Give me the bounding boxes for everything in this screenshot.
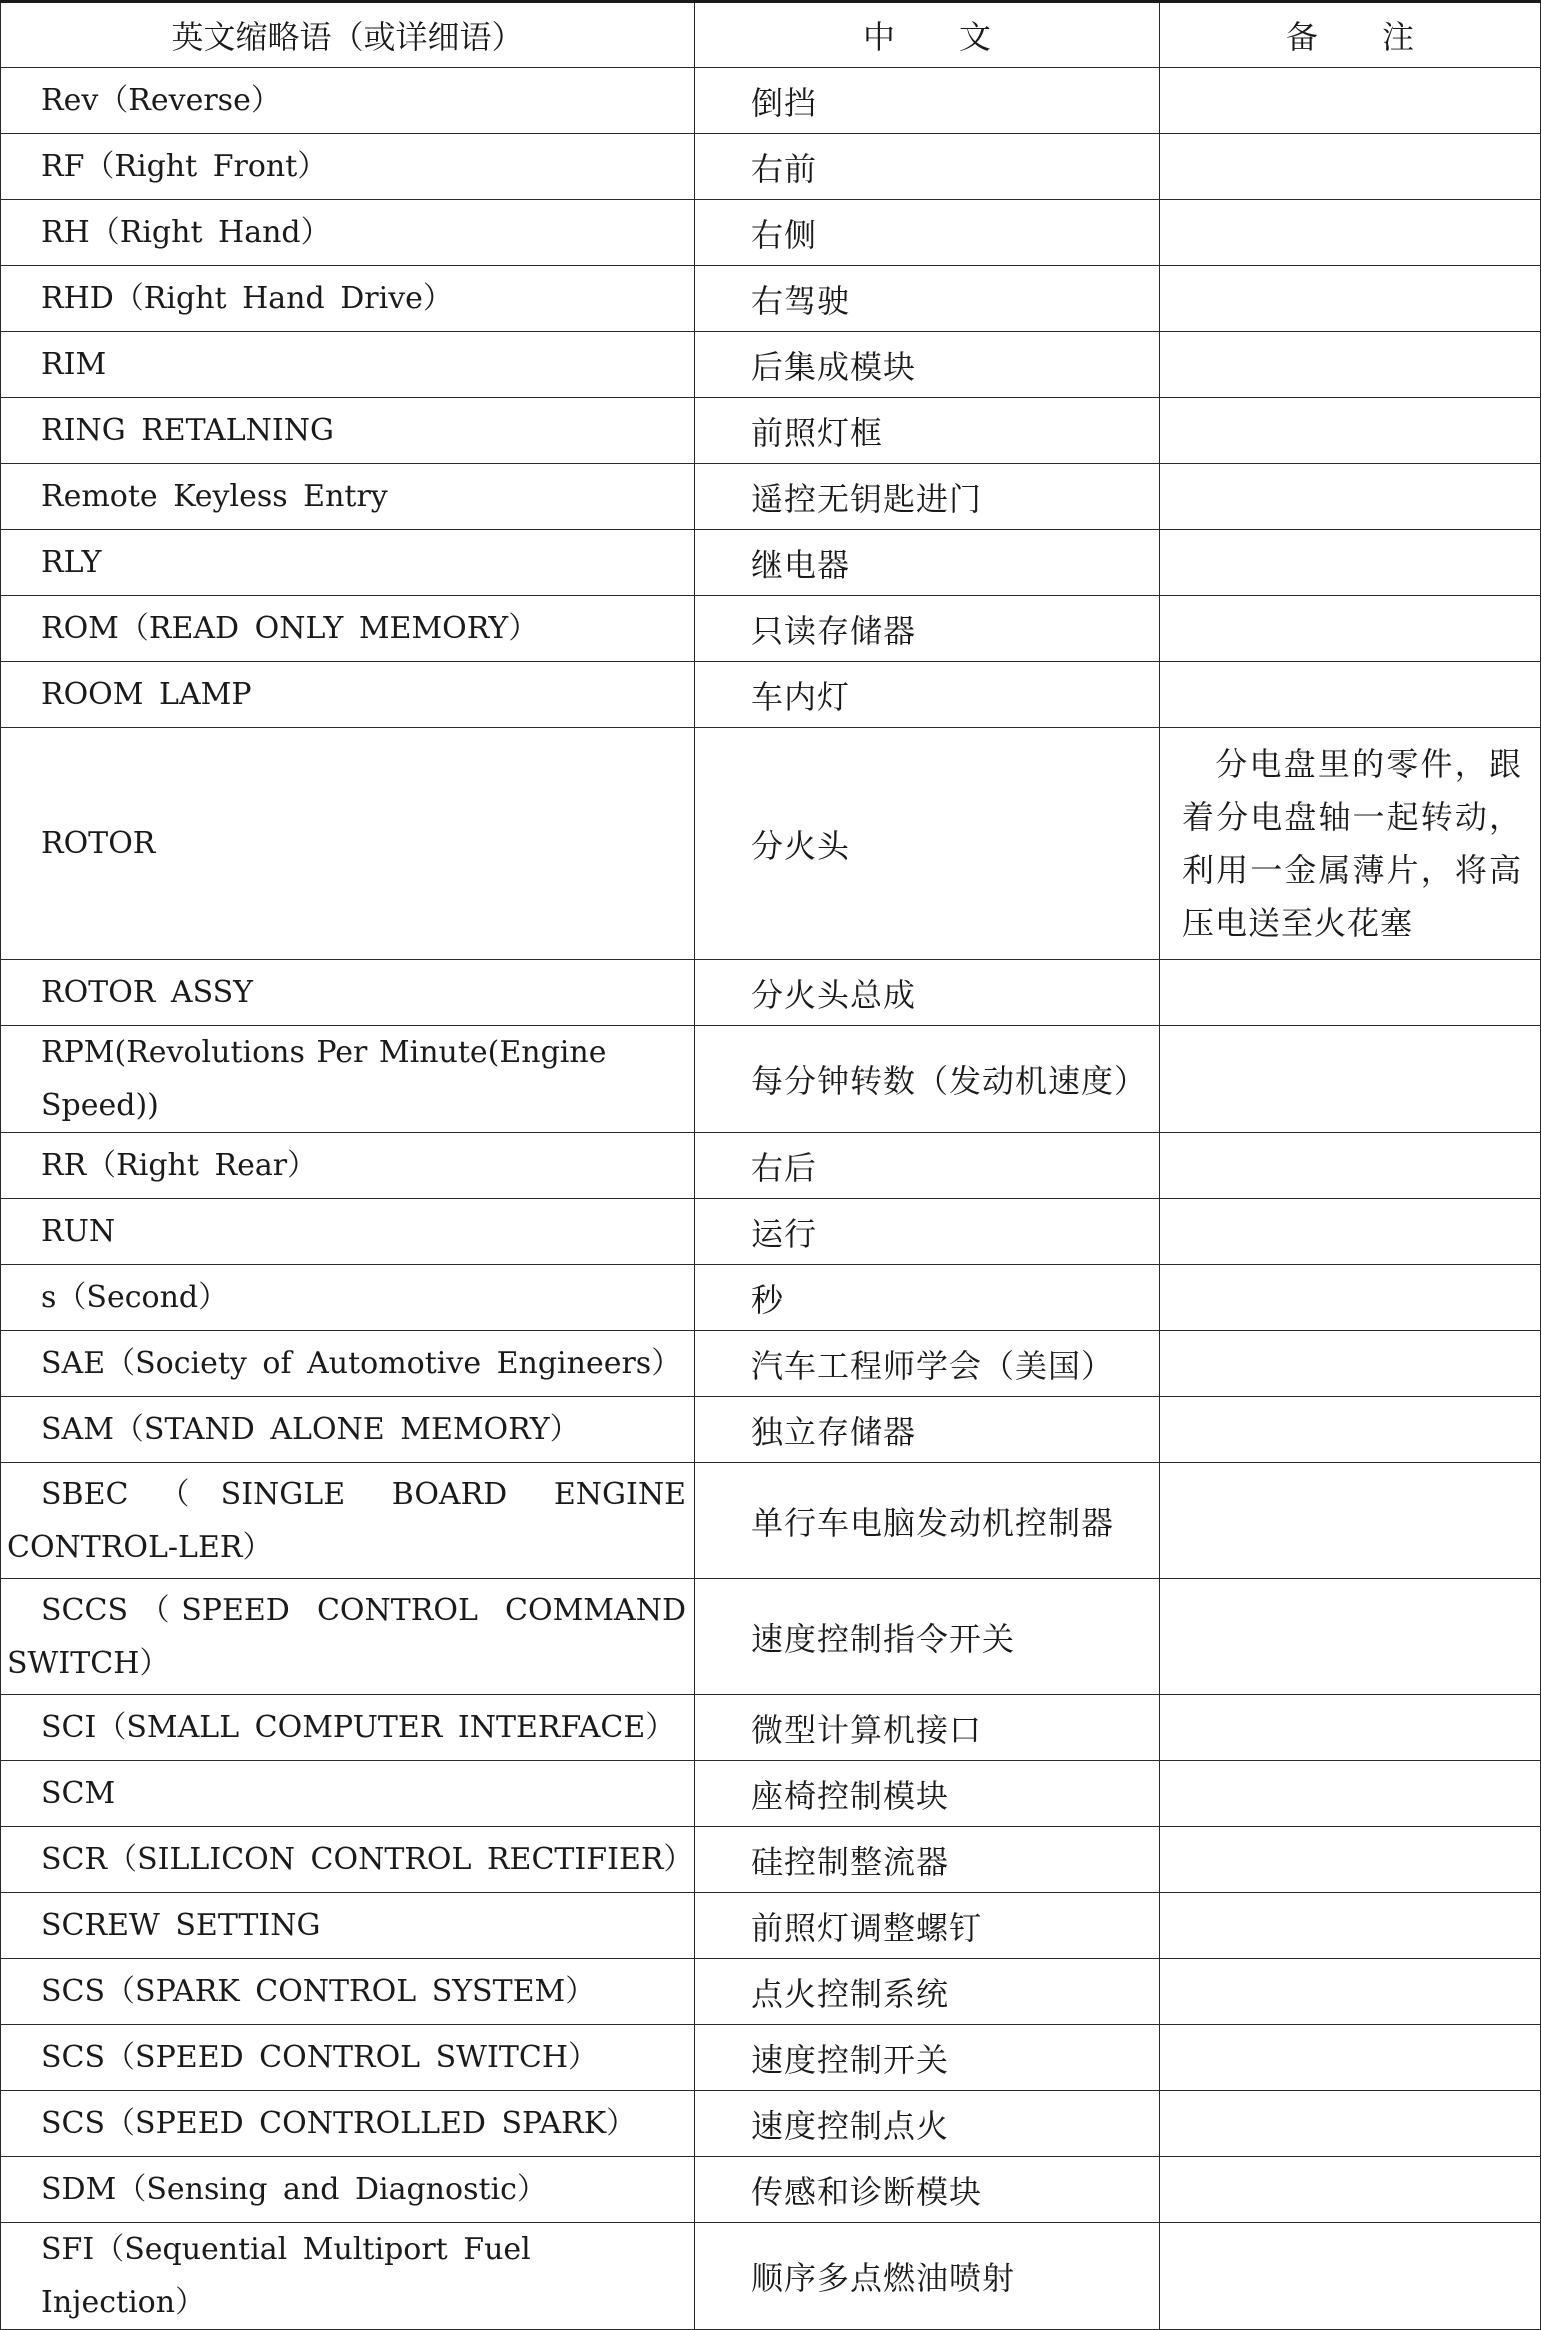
term-chinese: 遥控无钥匙进门 [695, 464, 1160, 530]
header-remark: 备 注 [1160, 2, 1541, 68]
term-remark [1160, 1331, 1541, 1397]
term-remark [1160, 266, 1541, 332]
term-remark [1160, 1579, 1541, 1695]
term-english: ROTOR [1, 728, 695, 960]
term-chinese: 点火控制系统 [695, 1959, 1160, 2025]
term-english: s（Second） [1, 1265, 695, 1331]
term-remark [1160, 2223, 1541, 2330]
term-chinese: 硅控制整流器 [695, 1827, 1160, 1893]
table-row [1, 1579, 1541, 1695]
term-remark [1160, 1893, 1541, 1959]
term-remark [1160, 1761, 1541, 1827]
table-row [1, 2091, 1541, 2157]
table-row [1, 2157, 1541, 2223]
term-english: SFI（Sequential Multiport Fuel Injection） [1, 2223, 695, 2330]
term-english: SCS（SPEED CONTROLLED SPARK） [1, 2091, 695, 2157]
term-chinese: 每分钟转数（发动机速度） [695, 1026, 1160, 1133]
term-chinese: 运行 [695, 1199, 1160, 1265]
term-remark [1160, 398, 1541, 464]
term-chinese: 右侧 [695, 200, 1160, 266]
table-row [1, 1827, 1541, 1893]
table-row [1, 398, 1541, 464]
term-chinese: 前照灯调整螺钉 [695, 1893, 1160, 1959]
term-chinese: 倒挡 [695, 68, 1160, 134]
term-english [1, 1463, 695, 1579]
term-chinese: 只读存储器 [695, 596, 1160, 662]
table-row [1, 134, 1541, 200]
term-english: ROTOR ASSY [1, 960, 695, 1026]
term-chinese: 右驾驶 [695, 266, 1160, 332]
table-row [1, 960, 1541, 1026]
table-row [1, 662, 1541, 728]
term-remark [1160, 530, 1541, 596]
table-row [1, 68, 1541, 134]
term-english: SCM [1, 1761, 695, 1827]
term-remark-text: 分电盘里的零件，跟着分电盘轴一起转动，利用一金属薄片，将高压电送至火花塞 [1182, 744, 1522, 942]
term-chinese: 座椅控制模块 [695, 1761, 1160, 1827]
term-chinese: 后集成模块 [695, 332, 1160, 398]
table-row [1, 1893, 1541, 1959]
term-chinese: 分火头 [695, 728, 1160, 960]
table-row [1, 332, 1541, 398]
term-english: Remote Keyless Entry [1, 464, 695, 530]
term-remark [1160, 596, 1541, 662]
table-row [1, 266, 1541, 332]
term-chinese: 秒 [695, 1265, 1160, 1331]
term-english: SAM（STAND ALONE MEMORY） [1, 1397, 695, 1463]
term-chinese: 顺序多点燃油喷射 [695, 2223, 1160, 2330]
term-remark [1160, 1199, 1541, 1265]
term-chinese: 继电器 [695, 530, 1160, 596]
table-row [1, 530, 1541, 596]
term-chinese: 速度控制开关 [695, 2025, 1160, 2091]
table-row [1, 1199, 1541, 1265]
term-chinese: 右后 [695, 1133, 1160, 1199]
term-chinese: 速度控制指令开关 [695, 1579, 1160, 1695]
table-row [1, 728, 1541, 960]
table-row [1, 1695, 1541, 1761]
term-chinese: 车内灯 [695, 662, 1160, 728]
term-remark [1160, 1397, 1541, 1463]
term-english: SCREW SETTING [1, 1893, 695, 1959]
term-remark [1160, 1026, 1541, 1133]
term-remark [1160, 2025, 1541, 2091]
table-row [1, 1265, 1541, 1331]
term-remark [1160, 200, 1541, 266]
term-english: SCI（SMALL COMPUTER INTERFACE） [1, 1695, 695, 1761]
term-remark [1160, 1463, 1541, 1579]
term-english: SAE（Society of Automotive Engineers） [1, 1331, 695, 1397]
term-english: RLY [1, 530, 695, 596]
header-english: 英文缩略语（或详细语） [1, 2, 695, 68]
table-row [1, 200, 1541, 266]
table-row [1, 1463, 1541, 1579]
term-english: ROM（READ ONLY MEMORY） [1, 596, 695, 662]
term-chinese: 单行车电脑发动机控制器 [695, 1463, 1160, 1579]
term-english: RH（Right Hand） [1, 200, 695, 266]
table-row [1, 1026, 1541, 1133]
term-english: SDM（Sensing and Diagnostic） [1, 2157, 695, 2223]
term-remark [1160, 1265, 1541, 1331]
table-row [1, 596, 1541, 662]
term-english: RUN [1, 1199, 695, 1265]
term-remark [1160, 1959, 1541, 2025]
term-remark [1160, 1695, 1541, 1761]
term-english: SCR（SILLICON CONTROL RECTIFIER） [1, 1827, 695, 1893]
term-english: SCS（SPEED CONTROL SWITCH） [1, 2025, 695, 2091]
term-chinese: 独立存储器 [695, 1397, 1160, 1463]
term-english: RR（Right Rear） [1, 1133, 695, 1199]
term-remark [1160, 68, 1541, 134]
term-remark [1160, 134, 1541, 200]
table-row [1, 1959, 1541, 2025]
table-row [1, 2025, 1541, 2091]
term-remark [1160, 1827, 1541, 1893]
term-english: RF（Right Front） [1, 134, 695, 200]
table-row [1, 1133, 1541, 1199]
term-remark [1160, 332, 1541, 398]
term-english [1, 1579, 695, 1695]
header-chinese: 中 文 [695, 2, 1160, 68]
term-chinese: 前照灯框 [695, 398, 1160, 464]
term-chinese: 速度控制点火 [695, 2091, 1160, 2157]
term-chinese: 微型计算机接口 [695, 1695, 1160, 1761]
term-english: RPM(Revolutions Per Minute(Engine Speed)) [1, 1026, 695, 1133]
term-english: RING RETALNING [1, 398, 695, 464]
term-remark [1160, 2157, 1541, 2223]
term-english: RIM [1, 332, 695, 398]
term-remark [1160, 1133, 1541, 1199]
table-row [1, 1331, 1541, 1397]
term-remark [1160, 960, 1541, 1026]
term-remark [1160, 728, 1541, 960]
term-english: ROOM LAMP [1, 662, 695, 728]
table-row [1, 2223, 1541, 2330]
term-english-text: SCCS（SPEED CONTROL COMMAND SWITCH） [7, 1592, 686, 1681]
term-chinese: 传感和诊断模块 [695, 2157, 1160, 2223]
term-english: SCS（SPARK CONTROL SYSTEM） [1, 1959, 695, 2025]
table-row [1, 464, 1541, 530]
term-english-text: SBEC（SINGLE BOARD ENGINE CONTROL-LER） [7, 1476, 686, 1565]
term-chinese: 分火头总成 [695, 960, 1160, 1026]
term-chinese: 右前 [695, 134, 1160, 200]
term-english: RHD（Right Hand Drive） [1, 266, 695, 332]
term-chinese: 汽车工程师学会（美国） [695, 1331, 1160, 1397]
term-remark [1160, 464, 1541, 530]
header-row [1, 2, 1541, 68]
table-row [1, 1761, 1541, 1827]
term-remark [1160, 662, 1541, 728]
term-english: Rev（Reverse） [1, 68, 695, 134]
table-row [1, 1397, 1541, 1463]
term-remark [1160, 2091, 1541, 2157]
